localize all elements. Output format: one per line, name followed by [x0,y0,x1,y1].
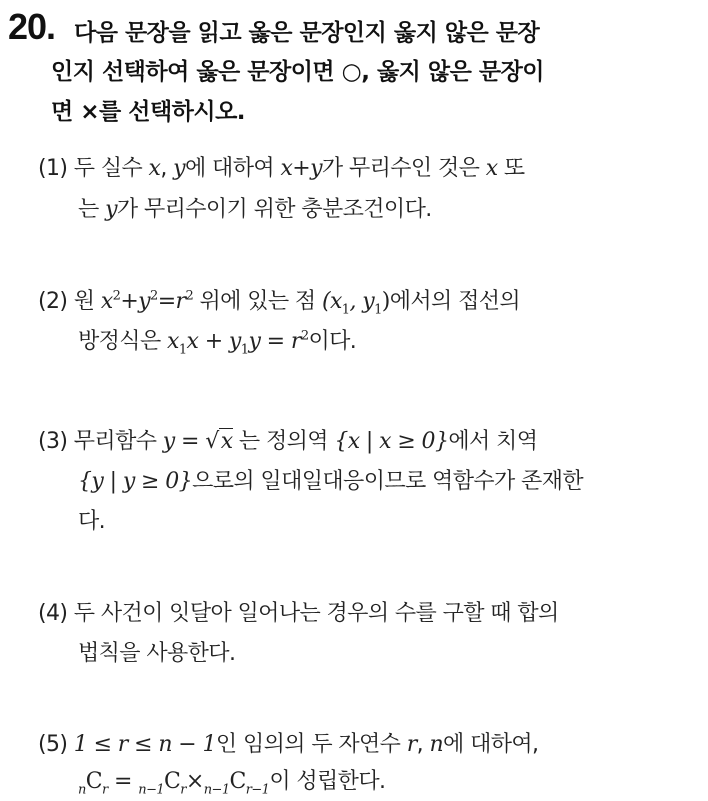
exponent: 2 [185,288,194,304]
expr-x-plus-y: x+y [280,156,322,181]
item-3-line-2 [78,464,583,495]
text: 법칙을 사용한다. [78,641,236,666]
item-3-line-3 [78,504,105,535]
text: 가 무리수이기 위한 충분조건이다. [116,197,432,222]
comma: , [160,156,167,181]
item-5-line-2 [78,764,386,798]
comb-post: r [102,782,108,798]
var-y: y [173,156,186,181]
subscript: 1 [341,302,350,318]
item-3-line-1 [38,424,537,455]
text: 에서의 접선의 [389,289,521,314]
item-2-line-2 [78,324,357,358]
item-1-line-1 [38,151,525,182]
question-number: 20. [8,6,56,47]
text: 인 임의의 두 자연수 [215,732,401,757]
comb-C: C [229,769,246,794]
text: 다. [78,509,106,534]
text: 에 대하여, [443,732,539,757]
exponent: 2 [150,288,158,304]
var-r: r [175,289,186,314]
text: 두 실수 [73,156,143,181]
comb-pre: n−1 [203,782,230,798]
expr: y = r [248,329,301,354]
text: 방정식은 [78,329,161,354]
comb-pre: n [78,782,86,798]
expr: x + y [186,329,241,354]
point-close: ) [381,289,390,314]
expr: y = [162,429,199,454]
comb-C: C [85,769,103,794]
item-1-line-2 [78,192,432,223]
text: 이 성립한다. [269,769,386,794]
text: 무리함수 [73,429,157,454]
text: 는 [78,197,99,222]
item-4-line-1 [38,596,559,627]
subscript: 1 [240,342,249,358]
item-4-label: (4) [38,601,68,626]
comb-post: r [180,782,186,798]
text: 에서 치역 [448,429,538,454]
item-2-label: (2) [38,289,68,314]
exponent: 2 [112,288,121,304]
var-x: x [100,289,113,314]
point-mid: , y [349,289,375,314]
item-5-label: (5) [38,732,68,757]
sqrt-sign: √ [205,429,219,454]
text: 또 [503,156,525,181]
question-stem-line-3: 면 ×를 선택하시오. [51,99,246,125]
comma: , [416,732,424,757]
item-1-label: (1) [38,156,68,181]
equals: = [114,769,132,794]
exponent: 2 [300,328,309,344]
text: 원 [73,289,95,314]
var-r: r [406,732,417,757]
text: 위에 있는 점 [199,289,316,314]
question-stem-line-2: 인지 선택하여 옳은 문장이면 ○, 옳지 않은 문장이 [51,59,544,85]
item-3-label: (3) [38,429,68,454]
var-x: x [485,156,498,181]
item-4-line-2 [78,636,235,667]
subscript: 1 [374,302,382,318]
var-x: x [167,329,179,354]
inequality: 1 ≤ r ≤ n − 1 [73,732,216,757]
text: 는 정의역 [238,429,328,454]
range-set: {y | y ≥ 0} [78,469,193,494]
comb-C: C [164,769,181,794]
text: 두 사건이 잇달아 일어나는 경우의 수를 구할 때 합의 [73,601,559,626]
times: × [185,769,204,794]
comb-post: r−1 [245,782,270,798]
text: 에 대하여 [185,156,275,181]
sqrt-arg: x [220,429,233,454]
question-stem-line-1: 다음 문장을 읽고 옳은 문장인지 옳지 않은 문장 [74,20,540,46]
item-5-line-1 [38,727,538,758]
text: 가 무리수인 것은 [321,156,480,181]
plus: + [120,289,139,314]
subscript: 1 [178,342,187,358]
var-y: y [105,197,117,222]
var-x: x [148,156,161,181]
equals: = [157,289,176,314]
var-n: n [429,732,444,757]
text: 으로의 일대일대응이므로 역함수가 존재한 [192,469,583,494]
item-2-line-1 [38,284,521,318]
text: 이다. [308,329,357,354]
domain-set: {x | x ≥ 0} [334,429,449,454]
point-open: (x [321,289,342,314]
comb-pre: n−1 [138,782,165,798]
var-y: y [138,289,151,314]
